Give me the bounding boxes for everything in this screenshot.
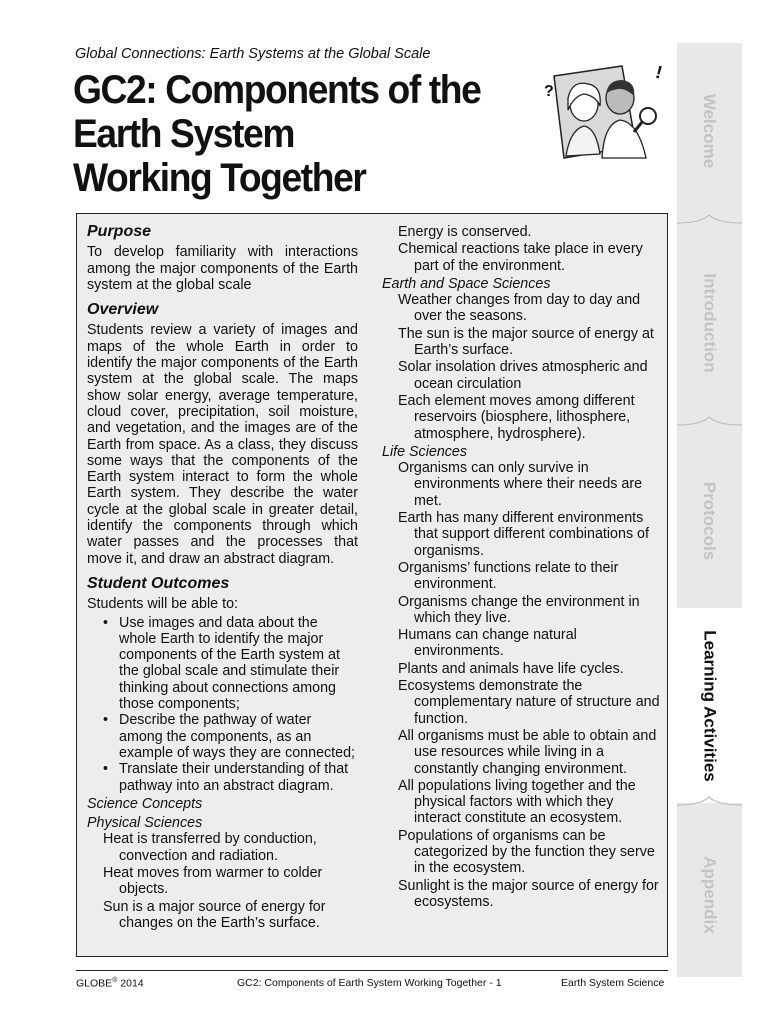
footer-brand: GLOBE <box>76 977 113 990</box>
left-column <box>87 224 358 932</box>
list-item: The sun is the major source of energy at Earth’s surface. <box>398 325 654 359</box>
purpose-text: To develop familiarity with interactions among the major components of the Earth system at the global scale <box>87 244 358 293</box>
registered-mark: ® <box>112 977 118 984</box>
list-item: Sun is a major source of energy for changes on the Earth’s surface. <box>103 898 326 931</box>
title-line-2: Earth System <box>73 112 295 156</box>
footer-divider <box>76 970 668 971</box>
tab-learning-activities[interactable] <box>677 608 742 803</box>
list-item: Populations of organisms can be categorized by the function they serve in the ecosystem. <box>398 827 655 877</box>
list-item: Each element moves among different reservoirs (biosphere, lithosphere, atmosphere, hydrosphere). <box>398 392 635 442</box>
life-sciences-label: Life Sciences <box>382 443 468 460</box>
science-concepts-label: Science Concepts <box>87 795 203 812</box>
list-item: Organisms’ functions relate to their environment. <box>398 559 619 593</box>
earth-space-label: Earth and Space Sciences <box>382 275 551 292</box>
question-mark-glyph: ? <box>544 83 554 100</box>
tab-label: Appendix <box>700 856 720 934</box>
exclamation-glyph: ! <box>653 61 665 83</box>
title-line-3: Working Together <box>73 156 366 200</box>
tab-label: Introduction <box>700 273 720 373</box>
tab-label: Welcome <box>700 93 720 168</box>
list-item: Organisms can only survive in environments where their needs are met. <box>398 460 643 509</box>
footer-right: Earth System Science <box>561 977 665 989</box>
overview-heading: Overview <box>87 301 159 319</box>
outcomes-list <box>87 615 358 794</box>
footer-year: 2014 <box>117 977 144 990</box>
list-item: Heat is transferred by conduction, convection and radiation. <box>103 831 317 864</box>
list-item: All populations living together and the physical factors with which they interact constitute an ecosystem. <box>398 777 636 827</box>
list-item: Energy is conserved. <box>398 224 532 240</box>
overview-text: Students review a variety of images and maps of the whole Earth in order to identify the major components of the Earth system at the global scale. The maps show solar energy, average temperature, cloud cover, precipitation, soil moisture, and vegetation, and the images are of the Earth from space. As a class, they discuss some ways that the components of the Earth system interact to form the whole Earth system. They describe the water cycle at the global scale in greater detail, identify the components through which water passes and the processes that move it, and draw an abstract diagram. <box>87 322 358 567</box>
section-tabs <box>677 43 742 977</box>
list-item: Humans can change natural environments. <box>398 627 577 660</box>
students-magnifying-glass-icon <box>540 58 668 162</box>
list-item: Plants and animals have life cycles. <box>398 660 624 677</box>
list-item: Organisms change the environment in which they live. <box>398 593 640 626</box>
list-item: • Translate their understanding of that pathway into an abstract diagram. <box>119 761 358 794</box>
tab-introduction[interactable] <box>677 228 742 418</box>
purpose-heading: Purpose <box>87 223 152 240</box>
list-item: Solar insolation drives atmospheric and ocean circulation <box>398 359 648 392</box>
tab-protocols[interactable] <box>677 433 742 608</box>
list-item: • Describe the pathway of water among the components, as an example of ways they are connected; <box>119 712 358 761</box>
footer-left <box>76 977 144 990</box>
tab-label: Learning Activities <box>700 629 720 782</box>
list-item: • Use images and data about the whole Earth to identify the major components of the Earth system at the global scale and stimulate their thinking about connections among those components; <box>119 615 358 713</box>
outcomes-heading: Student Outcomes <box>87 574 230 592</box>
tab-divider <box>677 795 742 815</box>
title-line-1: GC2: Components of the <box>73 68 481 112</box>
page-subtitle: Global Connections: Earth Systems at the Global Scale <box>75 46 431 62</box>
physical-sciences-label: Physical Sciences <box>87 815 203 832</box>
list-item: Ecosystems demonstrate the complementary nature of structure and function. <box>398 678 660 727</box>
list-item: Sunlight is the major source of energy for ecosystems. <box>398 877 659 910</box>
list-item: Heat moves from warmer to colder objects. <box>103 864 323 898</box>
content-box <box>76 213 668 957</box>
list-item: Earth has many different environments that support different combinations of organisms. <box>398 510 649 559</box>
tab-divider <box>677 415 742 435</box>
tab-label: Protocols <box>700 481 720 560</box>
list-item: Weather changes from day to day and over the seasons. <box>398 292 641 325</box>
outcomes-intro: Students will be able to: <box>87 596 239 613</box>
list-item: Chemical reactions take place in every part of the environment. <box>398 241 643 274</box>
footer-center: GC2: Components of Earth System Working Together - 1 <box>237 977 502 989</box>
tab-welcome[interactable] <box>677 43 742 218</box>
page-title <box>73 68 510 200</box>
right-column <box>382 224 664 911</box>
list-item: All organisms must be able to obtain and use resources while living in a constantly changing environment. <box>398 727 657 777</box>
tab-appendix[interactable] <box>677 813 742 977</box>
